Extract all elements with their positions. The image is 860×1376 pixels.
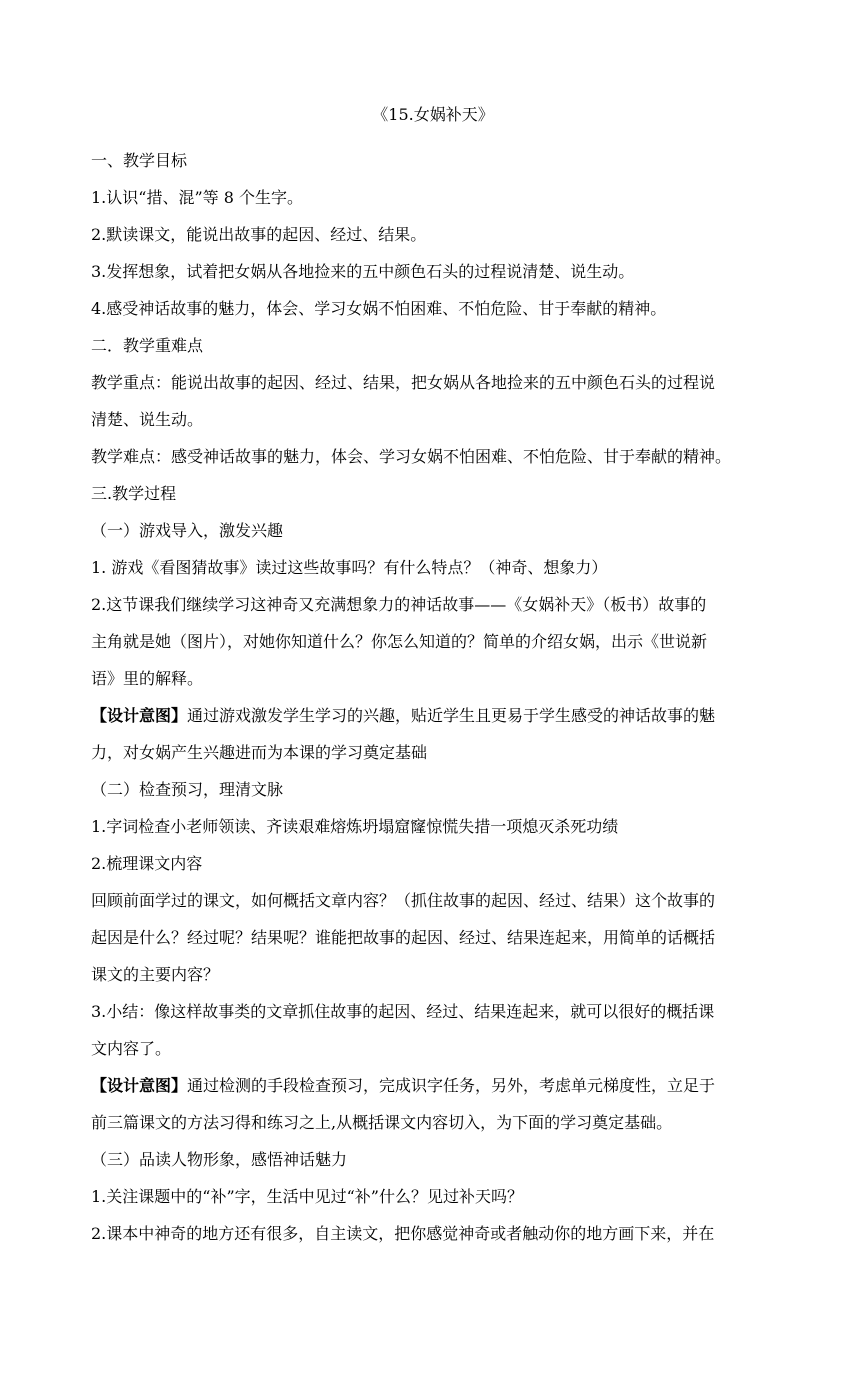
design-intent-text: 通过游戏激发学生学习的兴趣，贴近学生且更易于学生感受的神话故事的魅 <box>187 706 716 725</box>
paragraph-line: 语》里的解释。 <box>91 669 204 688</box>
paragraph-line: 主角就是她（图片），对她你知道什么？你怎么知道的？简单的介绍女娲，出示《世说新 <box>91 632 708 651</box>
paragraph-line: 回顾前面学过的课文，如何概括文章内容？（抓住故事的起因、经过、结果）这个故事的 <box>91 891 716 910</box>
part1-item-2 <box>91 586 775 697</box>
paragraph-line: 起因是什么？经过呢？结果呢？谁能把故事的起因、经过、结果连起来，用简单的话概括 <box>91 928 716 947</box>
design-intent-text: 通过检测的手段检查预习，完成识字任务，另外，考虑单元梯度性，立足于 <box>187 1076 716 1095</box>
design-intent-label: 【设计意图】 <box>91 706 188 725</box>
part2-heading: （二）检查预习，理清文脉 <box>91 780 284 799</box>
part2-item-2: 2.梳理课文内容 <box>91 854 203 873</box>
key-point-paragraph <box>91 364 775 438</box>
key-point-line: 教学重点：能说出故事的起因、经过、结果，把女娲从各地捡来的五中颜色石头的过程说 <box>91 373 716 392</box>
paragraph-line: 课文的主要内容？ <box>91 965 220 984</box>
part3-item-1: 1.关注课题中的“补”字，生活中见过“补”什么？见过补天吗？ <box>91 1187 523 1206</box>
paragraph-line <box>91 697 775 734</box>
paragraph-line <box>91 1067 775 1104</box>
objective-item-4: 4.感受神话故事的魅力，体会、学习女娲不怕困难、不怕危险、甘于奉献的精神。 <box>91 299 667 318</box>
objective-item-3: 3.发挥想象，试着把女娲从各地捡来的五中颜色石头的过程说清楚、说生动。 <box>91 262 635 281</box>
design-intent-1 <box>91 697 775 771</box>
difficult-point-paragraph: 教学难点：感受神话故事的魅力，体会、学习女娲不怕困难、不怕危险、甘于奉献的精神。 <box>91 447 732 466</box>
paragraph-line: 2.这节课我们继续学习这神奇又充满想象力的神话故事——《女娲补天》（板书）故事的 <box>91 595 707 614</box>
paragraph-line: 力，对女娲产生兴趣进而为本课的学习奠定基础 <box>91 743 428 762</box>
paragraph-line: 3.小结：像这样故事类的文章抓住故事的起因、经过、结果连起来，就可以很好的概括课 <box>91 1002 715 1021</box>
design-intent-label: 【设计意图】 <box>91 1076 188 1095</box>
document-body <box>91 101 775 1252</box>
part3-item-2: 2.课本中神奇的地方还有很多，自主读文，把你感觉神奇或者触动你的地方画下来，并在 <box>91 1224 715 1243</box>
document-title: 《15.女娲补天》 <box>372 105 494 124</box>
part2-item-1: 1.字词检查小老师领读、齐读艰难熔炼坍塌窟窿惊慌失措一项熄灭杀死功绩 <box>91 817 619 836</box>
paragraph-line: 前三篇课文的方法习得和练习之上,从概括课文内容切入，为下面的学习奠定基础。 <box>91 1113 673 1132</box>
section-heading-process: 三.教学过程 <box>91 484 177 503</box>
section-heading-objectives: 一、教学目标 <box>91 151 188 170</box>
part1-heading: （一）游戏导入，激发兴趣 <box>91 521 284 540</box>
key-point-line: 清楚、说生动。 <box>91 410 204 429</box>
design-intent-2 <box>91 1067 775 1141</box>
part2-review-paragraph <box>91 882 775 993</box>
part2-item-3 <box>91 993 775 1067</box>
paragraph-line: 文内容了。 <box>91 1039 172 1058</box>
section-heading-key-points: 二．教学重难点 <box>91 336 204 355</box>
part1-item-1: 1. 游戏《看图猜故事》读过这些故事吗？有什么特点？（神奇、想象力） <box>91 558 608 577</box>
objective-item-1: 1.认识“措、混”等 8 个生字。 <box>91 188 303 207</box>
objective-item-2: 2.默读课文，能说出故事的起因、经过、结果。 <box>91 225 427 244</box>
part3-heading: （三）品读人物形象，感悟神话魅力 <box>91 1150 348 1169</box>
